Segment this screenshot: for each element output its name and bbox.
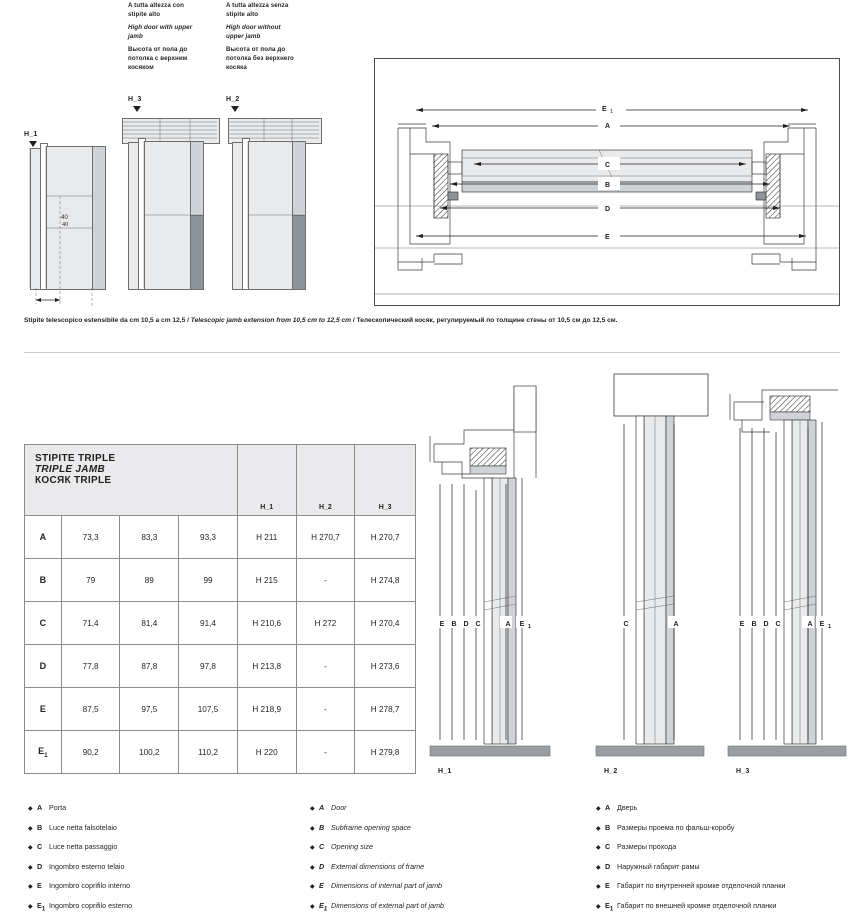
bullet-icon: ◆ (596, 864, 601, 871)
label-h3-top: H_3 (128, 96, 142, 103)
legend-text: Размеры проема по фальш-коробу (617, 822, 735, 832)
vertical-section-h3 (728, 390, 846, 756)
legend-text: Дверь (617, 803, 638, 812)
legend-item (28, 804, 278, 814)
legend-key: E (37, 881, 42, 890)
caption-en: Telescopic jamb extension from 10,5 cm to 12,5 cm (190, 317, 352, 324)
caption-ru: Телескопический косяк, регулируемый по толщине стены от 10,5 см до 12,5 см. (356, 317, 618, 324)
legend-text: Наружный габарит рамы (617, 861, 700, 871)
svg-text:1: 1 (528, 624, 532, 630)
vertical-section-h1 (430, 386, 550, 756)
legend-key: E1 (319, 900, 328, 912)
annot-ru-2: Высота от пола до потолка без верхнего косяка (226, 46, 294, 71)
cell-d-5: - (296, 645, 355, 688)
caption-it: Stipite telescopico estensibile da cm 10,5 a cm 12,5 (24, 317, 186, 324)
legend-item (310, 902, 570, 913)
bullet-icon: ◆ (596, 903, 601, 910)
legend-key: E1 (37, 900, 46, 912)
bullet-icon: ◆ (310, 864, 315, 871)
cell-d-3: 97,8 (179, 645, 238, 688)
legend-item (310, 804, 570, 814)
cell-e1-2: 100,2 (120, 731, 179, 774)
annot-it-1: A tutta altezza con stipite alto (128, 2, 184, 18)
legend-item (28, 902, 278, 913)
bullet-icon: ◆ (310, 845, 315, 851)
cell-c-3: 91,4 (179, 602, 238, 645)
bullet-icon: ◆ (310, 806, 315, 812)
section-label-e: E (605, 234, 610, 241)
table-title-en: TRIPLE JAMB (35, 464, 105, 475)
svg-text:D: D (763, 621, 769, 628)
legend-key: C (319, 842, 325, 851)
legend-text: Door (331, 803, 347, 812)
label-h3-bottom: H_3 (736, 768, 750, 775)
cell-e-6: H 278,7 (355, 688, 416, 731)
row-key-e1: $E_1$ (25, 731, 62, 774)
table-col-header-h1: H_1 (237, 445, 296, 516)
bullet-icon: ◆ (28, 806, 33, 812)
legend-text: Opening size (331, 842, 373, 851)
legend-text: Dimensions of external part of jamb (331, 900, 445, 910)
section-label-d: D (605, 206, 611, 213)
bullet-icon: ◆ (28, 864, 33, 871)
bullet-icon: ◆ (596, 825, 601, 832)
cell-a-1: 73,3 (61, 516, 120, 559)
svg-text:C: C (475, 621, 481, 628)
legend-key: D (605, 861, 611, 871)
cell-c-1: 71,4 (61, 602, 120, 645)
annot-en-2: High door without upper jamb (226, 24, 281, 40)
svg-text:E: E (819, 621, 825, 628)
legend-text: Porta (49, 803, 67, 812)
legend-text: Ingombro coprifilo interno (49, 881, 131, 890)
svg-text:1: 1 (610, 109, 614, 115)
table-header-row (25, 445, 416, 516)
legend-item (310, 882, 570, 892)
cell-a-6: H 270,7 (355, 516, 416, 559)
cell-a-3: 93,3 (179, 516, 238, 559)
cell-e1-3: 110,2 (179, 731, 238, 774)
elevation-drawings-group (0, 0, 360, 320)
cell-e1-5: - (296, 731, 355, 774)
annot-ru-1: Высота от пола до потолка с верхним косяком (128, 46, 188, 71)
cell-c-6: H 270,4 (355, 602, 416, 645)
svg-text:B: B (451, 621, 457, 628)
legend-text: Ingombro coprifilo esterno (49, 900, 133, 910)
row-key-a: A (25, 516, 62, 559)
legend-key: C (37, 842, 43, 851)
section-label-e1: E (602, 106, 607, 113)
cell-a-2: 83,3 (120, 516, 179, 559)
cell-d-1: 77,8 (61, 645, 120, 688)
horizontal-section-drawing (374, 58, 840, 306)
legend-key: D (319, 861, 325, 871)
legend-item (28, 882, 278, 892)
cell-e-4: H 218,9 (237, 688, 296, 731)
bullet-icon: ◆ (310, 903, 315, 910)
legend-key: A (319, 803, 325, 812)
cell-a-4: H 211 (237, 516, 296, 559)
table-title-ru: КОСЯК TRIPLE (35, 475, 112, 486)
cell-d-6: H 273,6 (355, 645, 416, 688)
cell-e1-6: H 279,8 (355, 731, 416, 774)
cell-a-5: H 270,7 (296, 516, 355, 559)
cell-e-3: 107,5 (179, 688, 238, 731)
legend-item (310, 863, 570, 873)
section-label-b: B (605, 182, 611, 189)
svg-text:D: D (463, 621, 469, 628)
svg-text:C: C (775, 621, 781, 628)
cell-e1-1: 90,2 (61, 731, 120, 774)
svg-text:A: A (807, 621, 813, 628)
legend-text: External dimensions of frame (331, 861, 425, 871)
cell-b-1: 79 (61, 559, 120, 602)
table-title-cell (25, 445, 238, 516)
table-row (25, 516, 416, 559)
table-row (25, 688, 416, 731)
bullet-icon: ◆ (310, 825, 315, 832)
annot-it-2: A tutta altezza senza stipite alto (226, 2, 289, 18)
legend-item (596, 902, 858, 913)
dimensions-table (24, 444, 416, 774)
cell-b-5: - (296, 559, 355, 602)
cell-e1-4: H 220 (237, 731, 296, 774)
vertical-sections-group (418, 366, 848, 766)
legend-key: E (319, 881, 324, 890)
label-h1-top: H_1 (24, 131, 38, 138)
legend-item (310, 824, 570, 834)
legend-text: Subframe opening space (331, 822, 411, 832)
bullet-icon: ◆ (310, 884, 315, 890)
legend-key: B (319, 822, 325, 832)
cell-b-2: 89 (120, 559, 179, 602)
legend-text: Luce netta passaggio (49, 842, 118, 851)
dim-40-text: 40 (62, 222, 69, 228)
legend-item (596, 843, 858, 853)
bullet-icon: ◆ (596, 806, 601, 812)
bullet-icon: ◆ (28, 903, 33, 910)
label-h2-bottom: H_2 (604, 768, 618, 775)
legend-text: Габарит по внешней кромке отделочной планки (617, 900, 777, 910)
section-label-c: C (605, 162, 611, 169)
row-key-b: B (25, 559, 62, 602)
row-key-d: D (25, 645, 62, 688)
cell-b-6: H 274,8 (355, 559, 416, 602)
legend-key: D (37, 861, 43, 871)
table-row (25, 645, 416, 688)
cell-e-1: 87,5 (61, 688, 120, 731)
label-h1-bottom: H_1 (438, 768, 452, 775)
dim-40-label: 40 (61, 214, 68, 221)
bullet-icon: ◆ (596, 845, 601, 851)
cell-e-5: - (296, 688, 355, 731)
cell-c-2: 81,4 (120, 602, 179, 645)
legend-text: Dimensions of internal part of jamb (331, 881, 443, 890)
svg-text:B: B (751, 621, 757, 628)
legend-key: A (37, 803, 43, 812)
table-col-header-h2: H_2 (296, 445, 355, 516)
bullet-icon: ◆ (596, 884, 601, 890)
table-row (25, 731, 416, 774)
table-row (25, 602, 416, 645)
bullet-icon: ◆ (28, 884, 33, 890)
legend-key: B (605, 822, 611, 832)
label-h2-top: H_2 (226, 96, 240, 103)
legend-item (596, 863, 858, 873)
cell-c-5: H 272 (296, 602, 355, 645)
table-col-header-h3: H_3 (355, 445, 416, 516)
svg-text:1: 1 (828, 624, 832, 630)
cell-c-4: H 210,6 (237, 602, 296, 645)
bullet-icon: ◆ (28, 825, 33, 832)
legend-key: E (605, 881, 610, 890)
svg-text:E: E (739, 621, 745, 628)
cell-b-3: 99 (179, 559, 238, 602)
table-title-it: STIPITE TRIPLE (35, 453, 116, 464)
svg-text:A: A (505, 621, 511, 628)
cell-d-2: 87,8 (120, 645, 179, 688)
legend-key: A (605, 803, 611, 812)
svg-text:C: C (623, 621, 629, 628)
legend-item (596, 882, 858, 892)
legend-item (28, 824, 278, 834)
section-label-a: A (605, 123, 611, 130)
legend-item (596, 804, 858, 814)
svg-text:E: E (519, 621, 525, 628)
legend-item (310, 843, 570, 853)
row-key-c: C (25, 602, 62, 645)
bullet-icon: ◆ (28, 845, 33, 851)
legend-key: C (605, 842, 611, 851)
legend-item (28, 863, 278, 873)
legend-item (596, 824, 858, 834)
legend-text: Габарит по внутренней кромке отделочной планки (617, 881, 786, 890)
svg-text:E: E (439, 621, 445, 628)
legend-key: E1 (605, 900, 614, 912)
legend-text: Ingombro esterno telaio (49, 861, 125, 871)
cell-d-4: H 213,8 (237, 645, 296, 688)
vertical-section-h2 (596, 374, 708, 756)
svg-text:A: A (673, 621, 679, 628)
cell-b-4: H 215 (237, 559, 296, 602)
legend-item (28, 843, 278, 853)
legend-key: B (37, 822, 43, 832)
divider (24, 352, 840, 353)
legend-text: Размеры прохода (617, 842, 677, 851)
table-row (25, 559, 416, 602)
telescopic-jamb-caption: Stipite telescopico estensibile da cm 10,5 a cm 12,5 / Telescopic jamb extension from 10,5 cm to 12,5 cm / Телескопический косяк, регулируемый по толщине стены от 10,5 см до 12,5 см. (24, 317, 618, 324)
legend-text: Luce netta falsotelaio (49, 822, 117, 832)
annot-en-1: High door with upper jamb (128, 24, 193, 40)
row-key-e: E (25, 688, 62, 731)
cell-e-2: 97,5 (120, 688, 179, 731)
